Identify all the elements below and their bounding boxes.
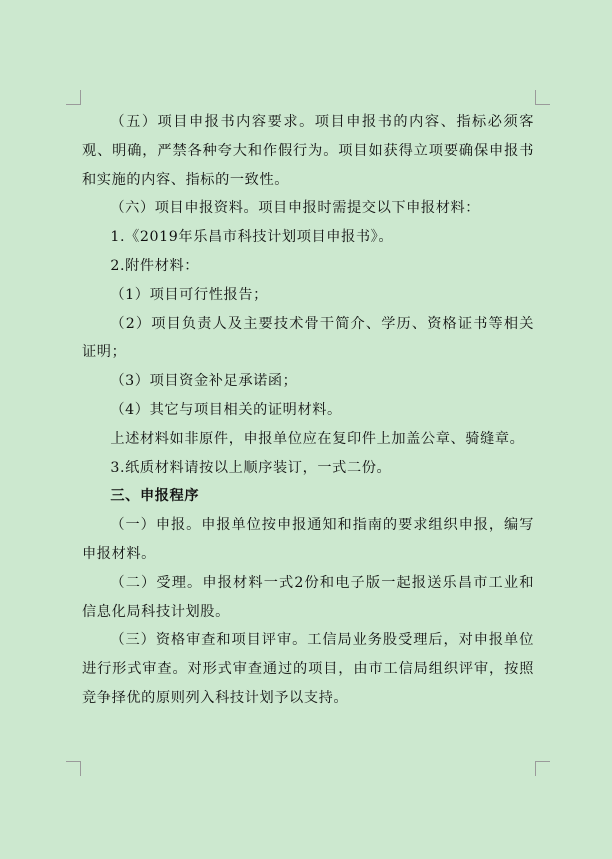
- crop-mark-top-left: [66, 90, 81, 105]
- paragraph-attachment-3: （3）项目资金补足承诺函；: [110, 373, 298, 390]
- crop-mark-top-right: [535, 90, 550, 105]
- paragraph-attachment-4: （4）其它与项目相关的证明材料。: [110, 401, 342, 418]
- paragraph-step-3: （三）资格审查和项目评审。工信局业务股受理后，对申报单位进行形式审查。对形式审查通过的项目，由市工信局组织评审，按照竞争择优的原则列入科技计划予以支持。: [82, 632, 534, 706]
- paragraph-attachment-1: （1）项目可行性报告；: [110, 286, 268, 303]
- paragraph-step-2: （二）受理。申报材料一式2份和电子版一起报送乐昌市工业和信息化局科技计划股。: [82, 574, 534, 620]
- crop-mark-bottom-left: [66, 761, 81, 776]
- crop-mark-bottom-right: [535, 761, 550, 776]
- section-heading: 三、申报程序: [110, 488, 200, 505]
- paragraph-material-1: 1.《2019年乐昌市科技计划项目申报书》。: [110, 229, 394, 246]
- document-body: [82, 108, 534, 713]
- paragraph-item-5-requirements: （五）项目申报书内容要求。项目申报书的内容、指标必须客观、明确，严禁各种夸大和作假行为。项目如获得立项要确保申报书和实施的内容、指标的一致性。: [82, 114, 534, 188]
- paragraph-item-6-materials: （六）项目申报资料。项目申报时需提交以下申报材料：: [110, 200, 481, 217]
- paragraph-step-1: （一）申报。申报单位按申报通知和指南的要求组织申报，编写申报材料。: [82, 517, 534, 562]
- paragraph-material-2: 2.附件材料：: [110, 257, 200, 274]
- paragraph-material-3: 3.纸质材料请按以上顺序装订，一式二份。: [110, 459, 392, 476]
- paragraph-attachment-2: （2）项目负责人及主要技术骨干简介、学历、资格证书等相关证明；: [82, 315, 534, 361]
- paragraph-copy-note: 上述材料如非原件，申报单位应在复印件上加盖公章、骑缝章。: [110, 430, 525, 447]
